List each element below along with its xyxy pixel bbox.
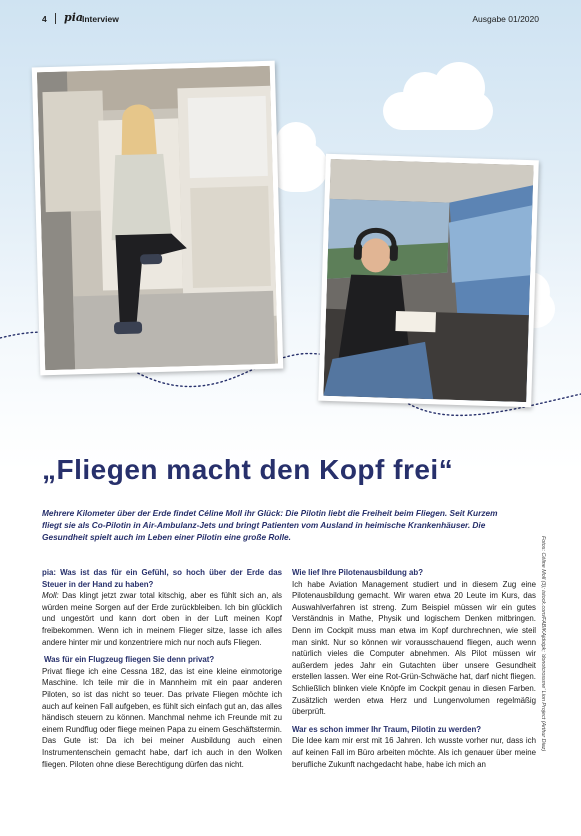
answer-text: Das klingt jetzt zwar total kitschig, aber es fühlt sich an, als würden meine Sorgen auf der Erde zurückbleiben. Ich bin glücklich und ungestört und kann dort oben in der Luft meinen Kopf freibekommen. Wenn ich in meinem Flieger sitze, lasse ich alles andere hinter mir und konzentriere mich nur noch aufs Fliegen. [42,591,282,647]
page-header [42,13,539,27]
article-title: „Fliegen macht den Kopf frei“ [42,454,454,485]
speaker-label: Moll: [42,591,59,601]
cloud-decoration [383,62,493,132]
photo-woman-in-aircraft-door [32,61,284,376]
photo-woman-in-aircraft-door-image [37,66,278,370]
photo-credit [538,536,546,776]
article-column-right [292,567,536,770]
question-heading: Wie lief Ihre Pilotenausbildung ab? [292,568,424,577]
header-divider [55,13,56,24]
photo-pilot-in-cockpit-image [323,159,533,402]
article-column-left [42,567,282,770]
cockpit-illustration [323,159,533,402]
answer-paragraph: Die Idee kam mir erst mit 16 Jahren. Ich wusste vorher nur, dass ich auf keinen Fall im Büro arbeiten möchte. Als ich genauer über meine berufliche Zukunft nachgedacht habe, habe ich mich an [292,736,536,769]
photo-credit-text: Fotos: Céline Moll (3); istock.com/FABIKAjdotpk; 'donotcrossme' Lion Project (Arthur Diaz) [540,536,546,752]
aircraft-door-illustration [37,66,278,370]
pia-logo: pia [64,11,83,24]
question-heading: War es schon immer Ihr Traum, Pilotin zu werden? [292,724,482,734]
section-label: Interview [82,14,119,24]
issue-label: Ausgabe 01/2020 [472,14,539,24]
page-number: 4 [42,14,47,24]
answer-paragraph: Privat fliege ich eine Cessna 182, das ist eine kleine einmotorige Maschine. Ich teile mir die in Mannheim mit ein paar anderen Piloten, so ist das nicht so teuer. Das private Fliegen möchte ich auch auf keinen Fall aufgeben, es fühlt sich einfach gut an, das alles händisch steuern zu können. Manchmal nehme ich Freunde mit zu einem Rundflug oder fliege meinen Papa zu einem Geschäftstermin. Das Gute ist: Da ich bei meiner Ausbildung auch einen Instrumentenschein gemacht habe, darf ich auch in den Wolken fliegen. Piloten ohne diese Berechtigung dürfen das nicht. [42,666,282,769]
question-heading: Was für ein Flugzeug fliegen Sie denn privat? [44,655,215,665]
photo-pilot-in-cockpit [318,154,539,408]
answer-paragraph [42,590,282,648]
article-lead: Mehrere Kilometer über der Erde findet Céline Moll ihr Glück: Die Pilotin liebt die Freiheit beim Fliegen. Seit Kurzem fliegt sie als Co-Pilotin in Air-Ambulanz-Jets und bringt Patienten vom Ausland in heimische Krankenhäuser. Die Gesundheit spielt auch im Leben einer Pilotin eine große Rolle. [42,508,498,543]
question-heading: pia: Was ist das für ein Gefühl, so hoch über der Erde das Steuer in der Hand zu haben? [42,568,282,589]
answer-paragraph: Ich habe Aviation Management studiert und in diesem Zug eine Pilotenausbildung gemacht. Wir waren etwa 20 Leute im Kurs, das Auswahlverfahren ist streng. Zum Beispiel müssen wir ein gutes Verständnis in Mathe, Physik und logischem Denken mitbringen. Denn im Cockpit muss man etwa im Kopf durchrechnen, wie steil man sinkt. Nur so können wir vorausschauend fliegen, auch wenn natürlich vieles die Computer abnehmen. Als Pilot müssen wir außerdem jedes Jahr ein Gutachten über unsere Gesundheit erstellen lassen. Wer eine Rot-Grün-Schwäche hat, darf nicht fliegen. Schließlich blinken viele Knöpfe im Cockpit genau in diesen Farben. Zusätzlich werden etwa Herz und Lungenvolumen regelmäßig überprüft. [292,579,536,717]
